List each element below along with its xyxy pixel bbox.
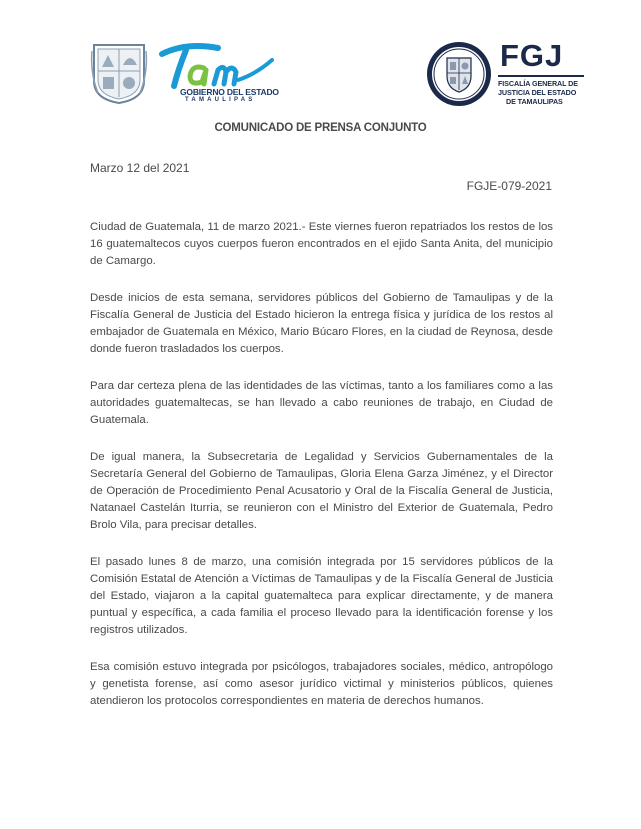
fgj-name-line1: FISCALÍA GENERAL DE bbox=[498, 79, 578, 88]
letterhead bbox=[0, 38, 641, 110]
tam-logo-line1: GOBIERNO DEL ESTADO bbox=[180, 87, 279, 97]
fgj-divider bbox=[498, 75, 584, 77]
paragraph: Esa comisión estuvo integrada por psicólogos, trabajadores sociales, médico, antropólogo y genetista forense, así como asesor jurídico victimal y ministerios públicos, quienes atendieron los protocolos correspondientes en materia de derechos humanos. bbox=[90, 661, 553, 707]
document-date: Marzo 12 del 2021 bbox=[90, 161, 190, 175]
tam-logo-line2: TAMAULIPAS bbox=[185, 97, 256, 103]
tamaulipas-coat-of-arms-icon bbox=[90, 41, 148, 105]
fgj-name-line3: DE TAMAULIPAS bbox=[506, 97, 563, 106]
paragraph: Para dar certeza plena de las identidades de las víctimas, tanto a los familiares como a las autoridades guatemaltecas, se han llevado a cabo reuniones de trabajo, en Ciudad de Guatemala. bbox=[90, 380, 553, 426]
paragraph: De igual manera, la Subsecretaria de Legalidad y Servicios Gubernamentales de la Secretaría General del Gobierno de Tamaulipas, Gloria Elena Garza Jiménez, y el Director de Operación de Procedimiento Penal Acusatorio y Oral de la Fiscalía General de Justicia, Natanael Castelán Iturria, se reunieron con el Ministro del Exterior de Guatemala, Pedro Brolo Vila, para precisar detalles. bbox=[90, 451, 553, 531]
document-body bbox=[90, 219, 553, 730]
fgj-seal-icon bbox=[425, 40, 493, 108]
paragraph: Ciudad de Guatemala, 11 de marzo 2021.- Este viernes fueron repatriados los restos de los 16 guatemaltecos cuyos cuerpos fueron encontrados en el ejido Santa Anita, del municipio de Camargo. bbox=[90, 221, 553, 267]
fgj-acronym: FGJ bbox=[500, 38, 564, 73]
paragraph: El pasado lunes 8 de marzo, una comisión integrada por 15 servidores públicos de la Comisión Estatal de Atención a Víctimas de Tamaulipas y de la Fiscalía General de Justicia del Estado, viajaron a la capital guatemalteca para explicar directamente, y de manera puntual y específica, a cada familia el proceso llevado para la identificación forense y los registros utilizados. bbox=[90, 556, 553, 636]
fgj-name-line2: JUSTICIA DEL ESTADO bbox=[498, 88, 577, 97]
document-title: COMUNICADO DE PRENSA CONJUNTO bbox=[214, 122, 427, 134]
paragraph: Desde inicios de esta semana, servidores públicos del Gobierno de Tamaulipas y de la Fiscalía General de Justicia del Estado hicieron la entrega física y jurídica de los restos al embajador de Guatemala en México, Mario Búcaro Flores, en la ciudad de Reynosa, desde donde fueron trasladados los cuerpos. bbox=[90, 292, 553, 355]
document-reference: FGJE-079-2021 bbox=[466, 179, 552, 193]
